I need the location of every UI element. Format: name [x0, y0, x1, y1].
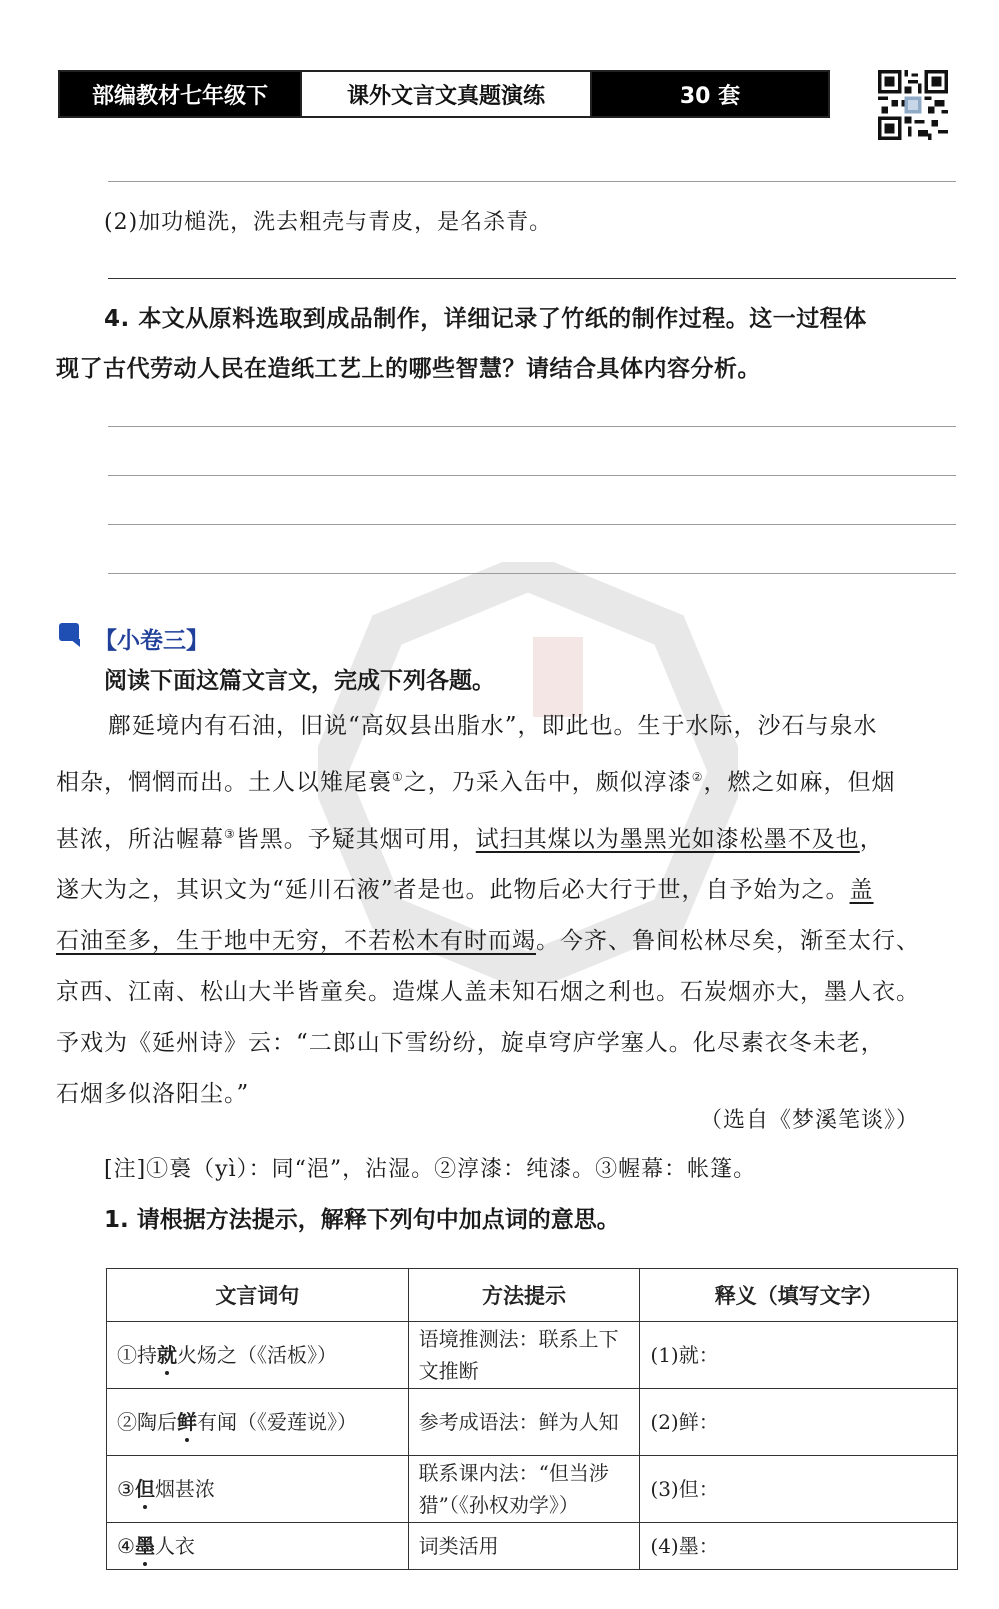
passage-line: 遂大为之，其识文为“延川石液”者是也。此物后必大行于世，自予始为之。 [56, 877, 850, 904]
method-cell: 词类活用 [408, 1523, 640, 1570]
method-cell: 参考成语法：鲜为人知 [408, 1389, 640, 1456]
passage-line: 京西、江南、松山大半皆童矣。造煤人盖未知石烟之利也。石炭烟亦大，墨人衣。 [56, 979, 920, 1006]
table-row [107, 1322, 958, 1389]
answer-line [108, 573, 956, 574]
column-header: 方法提示 [408, 1269, 640, 1322]
dotted-word: 鲜 [177, 1410, 197, 1434]
passage-line: 予戏为《延州诗》云：“二郎山下雪纷纷，旋卓穹庐学塞人。化尽素衣冬未老， [56, 1030, 885, 1057]
passage-line: 。今齐、鲁间松林尽矣，渐至太行、 [536, 928, 920, 955]
passage-line: ，燃之如麻，但烟 [703, 769, 896, 796]
method-cell: 语境推测法：联系上下文推断 [408, 1322, 640, 1389]
question-4-line2: 现了古代劳动人民在造纸工艺上的哪些智慧？请结合具体内容分析。 [56, 356, 761, 382]
passage-line: ， [859, 826, 884, 853]
footnote-marker: ① [392, 770, 404, 784]
reading-instruction: 阅读下面这篇文言文，完成下列各题。 [104, 668, 495, 694]
passage-source: （选自《梦溪笔谈》） [700, 1108, 920, 1133]
dotted-word: 墨 [134, 1534, 155, 1558]
section-flag-icon [58, 622, 84, 648]
header-title: 课外文言文真题演练 [300, 72, 592, 116]
underlined-sentence: 试扫其煤以为墨黑光如漆松墨不及也 [475, 826, 860, 853]
footnote: [注]①裛（yì）：同“浥”，沾湿。②淳漆：纯漆。③幄幕：帐篷。 [104, 1157, 757, 1182]
answer-cell[interactable]: (1)就： [640, 1322, 958, 1389]
question-4-line1: 4. 本文从原料选取到成品制作，详细记录了竹纸的制作过程。这一过程体 [104, 306, 867, 332]
table-row [107, 1389, 958, 1456]
answer-line [108, 524, 956, 525]
question-1: 1. 请根据方法提示，解释下列句中加点词的意思。 [104, 1207, 620, 1233]
column-header: 文言词句 [107, 1269, 409, 1322]
phrase-cell: ④墨人衣 [107, 1523, 409, 1570]
phrase-cell: ③但烟甚浓 [107, 1456, 409, 1523]
vocab-table [106, 1268, 958, 1570]
method-cell: 联系课内法：“但当涉猎”（《孙权劝学》） [408, 1456, 640, 1523]
passage-line: 石烟多似洛阳尘。” [56, 1081, 250, 1108]
section-title: 【小卷三】 [94, 628, 209, 654]
passage-line: 之，乃采入缶中，颇似淳漆 [403, 769, 692, 796]
table-header-row [107, 1269, 958, 1322]
dotted-word: 就 [157, 1343, 177, 1367]
answer-item-2: (2)加功槌洗，洗去粗壳与青皮，是名杀青。 [104, 210, 553, 235]
dotted-word: 但 [134, 1477, 155, 1501]
footnote-marker: ② [691, 770, 704, 784]
answer-cell[interactable]: (2)鲜： [640, 1389, 958, 1456]
passage-line: 鄜延境内有石油，旧说“高奴县出脂水”，即此也。生于水际，沙石与泉水 [108, 713, 878, 739]
classical-passage [56, 701, 956, 1120]
underlined-sentence: 盖 [849, 877, 874, 904]
passage-line: 皆黑。予疑其烟可用， [235, 826, 476, 853]
table-row [107, 1456, 958, 1523]
answer-cell[interactable]: (4)墨： [640, 1523, 958, 1570]
header-grade: 部编教材七年级下 [60, 72, 300, 116]
phrase-cell: ①持就火炀之（《活板》） [107, 1322, 409, 1389]
answer-line [108, 475, 956, 476]
phrase-cell: ②陶后鲜有闻（《爱莲说》） [107, 1389, 409, 1456]
page-header [58, 70, 830, 118]
answer-cell[interactable]: (3)但： [640, 1456, 958, 1523]
answer-line [108, 181, 956, 182]
qr-code [878, 70, 948, 140]
answer-line [108, 278, 956, 279]
passage-line: 甚浓，所沾幄幕 [56, 826, 224, 853]
table-row [107, 1523, 958, 1570]
column-header: 释义（填写文字） [640, 1269, 958, 1322]
answer-line [108, 426, 956, 427]
footnote-marker: ③ [224, 826, 236, 841]
underlined-sentence: 石油至多，生于地中无穷，不若松木有时而竭 [56, 928, 536, 955]
header-set-count: 30 套 [592, 72, 828, 116]
passage-line: 相杂，惘惘而出。土人以雉尾裛 [56, 769, 392, 796]
